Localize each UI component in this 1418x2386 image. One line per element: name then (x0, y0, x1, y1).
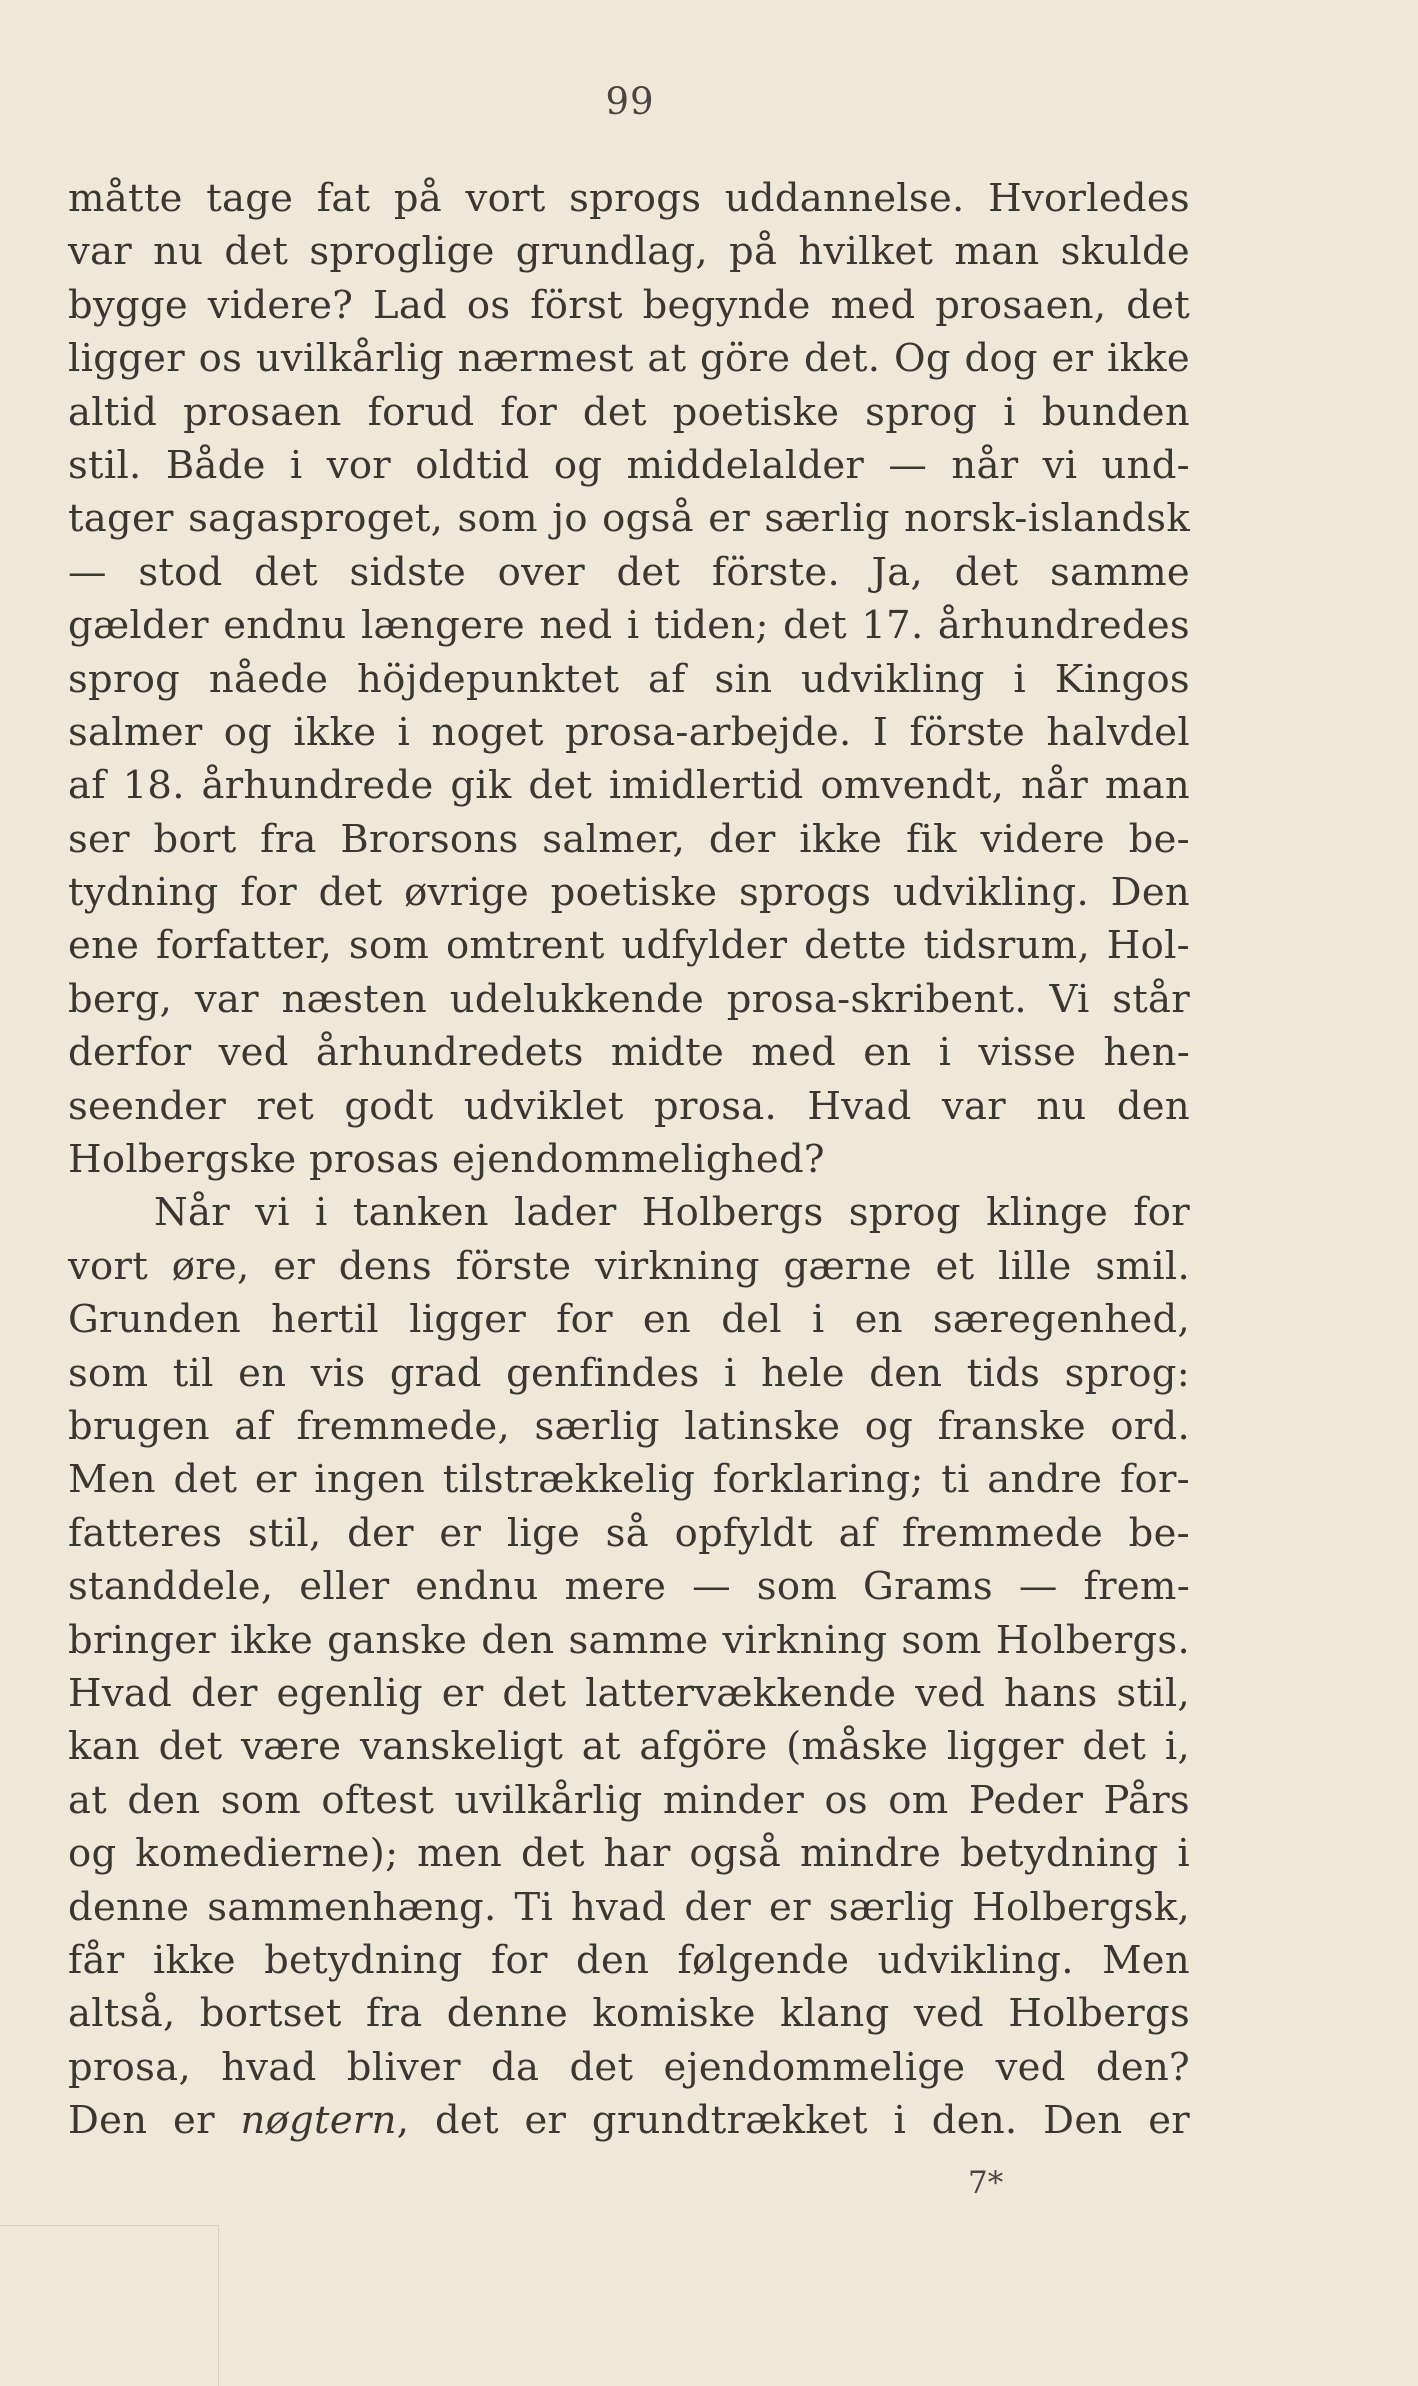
text-line: ser bort fra Brorsons salmer, der ikke fik videre be- (68, 816, 1190, 862)
text-line: denne sammenhæng. Ti hvad der er særlig Holbergsk, (68, 1884, 1190, 1930)
italic-word: nøgtern (240, 2098, 397, 2144)
text-line: Hvad der egenlig er det lattervækkende ved hans stil, (68, 1670, 1190, 1716)
text-line: var nu det sproglige grundlag, på hvilket man skulde (68, 229, 1190, 275)
text-line: bygge videre? Lad os först begynde med prosaen, det (68, 282, 1190, 328)
signature-mark: 7* (968, 2165, 1004, 2201)
page-edge-mark (0, 2225, 219, 2386)
text-line: Grunden hertil ligger for en del i en særegenhed, (68, 1297, 1190, 1343)
text-line: som til en vis grad genfindes i hele den tids sprog: (68, 1350, 1190, 1396)
text-line: salmer og ikke i noget prosa-arbejde. I förste halvdel (68, 709, 1190, 755)
text-line: og komedierne); men det har også mindre betydning i (68, 1831, 1190, 1877)
text-line: tager sagasproget, som jo også er særlig norsk-islandsk (68, 496, 1190, 542)
text-line: vort øre, er dens förste virkning gærne et lille smil. (68, 1243, 1190, 1289)
text-line: brugen af fremmede, særlig latinske og franske ord. (68, 1403, 1190, 1449)
text-line: berg, var næsten udelukkende prosa-skribent. Vi står (68, 976, 1190, 1022)
text-line: standdele, eller endnu mere — som Grams — frem- (68, 1564, 1190, 1610)
text-line: måtte tage fat på vort sprogs uddannelse. Hvorledes (68, 176, 1190, 221)
text-line: kan det være vanskeligt at afgöre (måske ligger det i, (68, 1724, 1190, 1770)
text-line: stil. Både i vor oldtid og middelalder — når vi und- (68, 442, 1190, 488)
text-line: af 18. århundrede gik det imidlertid omvendt, når man (68, 763, 1190, 809)
text-line: Men det er ingen tilstrækkelig forklaring; ti andre for- (68, 1457, 1190, 1503)
text-line-last (68, 2094, 1190, 2147)
text-line: Når vi i tanken lader Holbergs sprog klinge for (154, 1190, 1190, 1236)
text-line: altså, bortset fra denne komiske klang ved Holbergs (68, 1991, 1190, 2037)
text-fragment: , det er grundtrækket i den. Den er (396, 2098, 1190, 2144)
text-line: gælder endnu længere ned i tiden; det 17. århundredes (68, 603, 1190, 649)
text-line: derfor ved århundredets midte med en i visse hen- (68, 1030, 1190, 1076)
text-line: altid prosaen forud for det poetiske sprog i bunden (68, 389, 1190, 435)
text-line: at den som oftest uvilkårlig minder os om Peder Pårs (68, 1777, 1190, 1823)
text-line: fatteres stil, der er lige så opfyldt af fremmede be- (68, 1510, 1190, 1556)
text-line: ligger os uvilkårlig nærmest at göre det. Og dog er ikke (68, 336, 1190, 382)
body-text (68, 172, 1190, 2147)
text-line: Holbergske prosas ejendommelighed? (68, 1137, 825, 1183)
text-fragment: Den er (68, 2098, 241, 2144)
text-line: sprog nåede höjdepunktet af sin udvikling i Kingos (68, 656, 1190, 702)
text-line: — stod det sidste over det förste. Ja, det samme (68, 549, 1190, 595)
text-line: seender ret godt udviklet prosa. Hvad var nu den (68, 1083, 1190, 1129)
text-line: bringer ikke ganske den samme virkning som Holbergs. (68, 1617, 1190, 1663)
text-line: ene forfatter, som omtrent udfylder dette tidsrum, Hol- (68, 923, 1190, 969)
page-number: 99 (605, 80, 655, 123)
text-line: prosa, hvad bliver da det ejendommelige ved den? (68, 2044, 1190, 2090)
text-line: får ikke betydning for den følgende udvikling. Men (68, 1937, 1190, 1983)
text-line: tydning for det øvrige poetiske sprogs udvikling. Den (68, 870, 1190, 916)
